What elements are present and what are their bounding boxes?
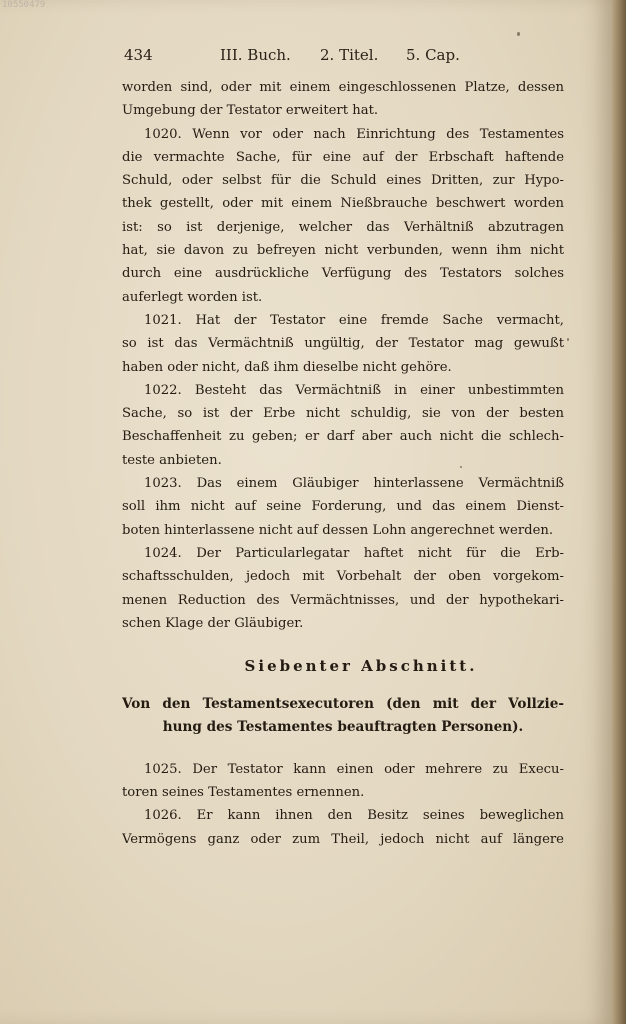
running-head (124, 46, 564, 70)
section-subtitle: Von den Testamentsexecutoren (den mit der Vollzie- (122, 696, 564, 713)
text-line: 1025. Der Testator kann einen oder mehrere zu Execu- (144, 761, 564, 777)
text-line: schen Klage der Gläubiger. (122, 615, 304, 631)
text-line: soll ihm nicht auf seine Forderung, und das einem Dienst- (122, 499, 564, 515)
scan-id-label: 10550479 (2, 0, 46, 10)
text-line: teste anbieten. (122, 452, 222, 468)
text-line: 1022. Besteht das Vermächtniß in einer unbestimmten (144, 382, 564, 398)
ink-speck (567, 338, 569, 341)
spacer (122, 679, 564, 693)
spacer (122, 740, 564, 758)
page-number: 434 (124, 46, 153, 64)
text-block (122, 76, 564, 851)
text-line: toren seines Testamentes ernennen. (122, 785, 365, 801)
text-line: Beschaffenheit zu geben; er darf aber auch nicht die schlech- (122, 429, 564, 445)
spacer (122, 635, 564, 653)
text-line: die vermachte Sache, für eine auf der Erbschaft haftende (122, 149, 564, 165)
page-edge (612, 0, 626, 1024)
text-line: Schuld, oder selbst für die Schuld eines Dritten, zur Hypo- (122, 173, 564, 189)
section-subtitle: hung des Testamentes beauftragten Personen). (162, 719, 524, 736)
text-line: 1023. Das einem Gläubiger hinterlassene Vermächtniß (144, 476, 564, 492)
text-line: haben oder nicht, daß ihm dieselbe nicht gehöre. (122, 359, 452, 375)
text-line: schaftsschulden, jedoch mit Vorbehalt der oben vorgekom- (122, 569, 564, 585)
text-line: 1026. Er kann ihnen den Besitz seines beweglichen (144, 808, 564, 824)
text-line: worden sind, oder mit einem eingeschlossenen Platze, dessen (122, 80, 564, 95)
text-line: Vermögens ganz oder zum Theil, jedoch nicht auf längere (122, 831, 564, 847)
text-line: boten hinterlassene nicht auf dessen Lohn angerechnet werden. (122, 522, 554, 538)
text-line: auferlegt worden ist. (122, 289, 263, 305)
running-head-title: 2. Titel. (320, 46, 379, 64)
text-line: 1024. Der Particularlegatar haftet nicht für die Erb- (144, 545, 564, 561)
text-line: menen Reduction des Vermächtnisses, und der hypothekari- (122, 592, 564, 608)
ink-speck (517, 32, 520, 36)
text-line: ist: so ist derjenige, welcher das Verhältniß abzutragen (122, 219, 564, 235)
text-line: 1021. Hat der Testator eine fremde Sache vermacht, (144, 312, 564, 328)
text-line: so ist das Vermächtniß ungültig, der Testator mag gewußt (122, 336, 564, 352)
text-line: hat, sie davon zu befreyen nicht verbunden, wenn ihm nicht (122, 243, 564, 259)
section-heading: Siebenter Abschnitt. (244, 657, 478, 676)
text-line: Sache, so ist der Erbe nicht schuldig, sie von der besten (122, 406, 564, 422)
text-line: durch eine ausdrückliche Verfügung des Testators solches (122, 266, 564, 282)
text-line: thek gestellt, oder mit einem Nießbrauche beschwert worden (122, 196, 564, 212)
running-head-book: III. Buch. (220, 46, 291, 64)
text-line: Umgebung der Testator erweitert hat. (122, 103, 379, 119)
running-head-chapter: 5. Cap. (406, 46, 460, 64)
text-line: 1020. Wenn vor oder nach Einrichtung des Testamentes (144, 126, 564, 142)
ink-speck (460, 466, 462, 468)
